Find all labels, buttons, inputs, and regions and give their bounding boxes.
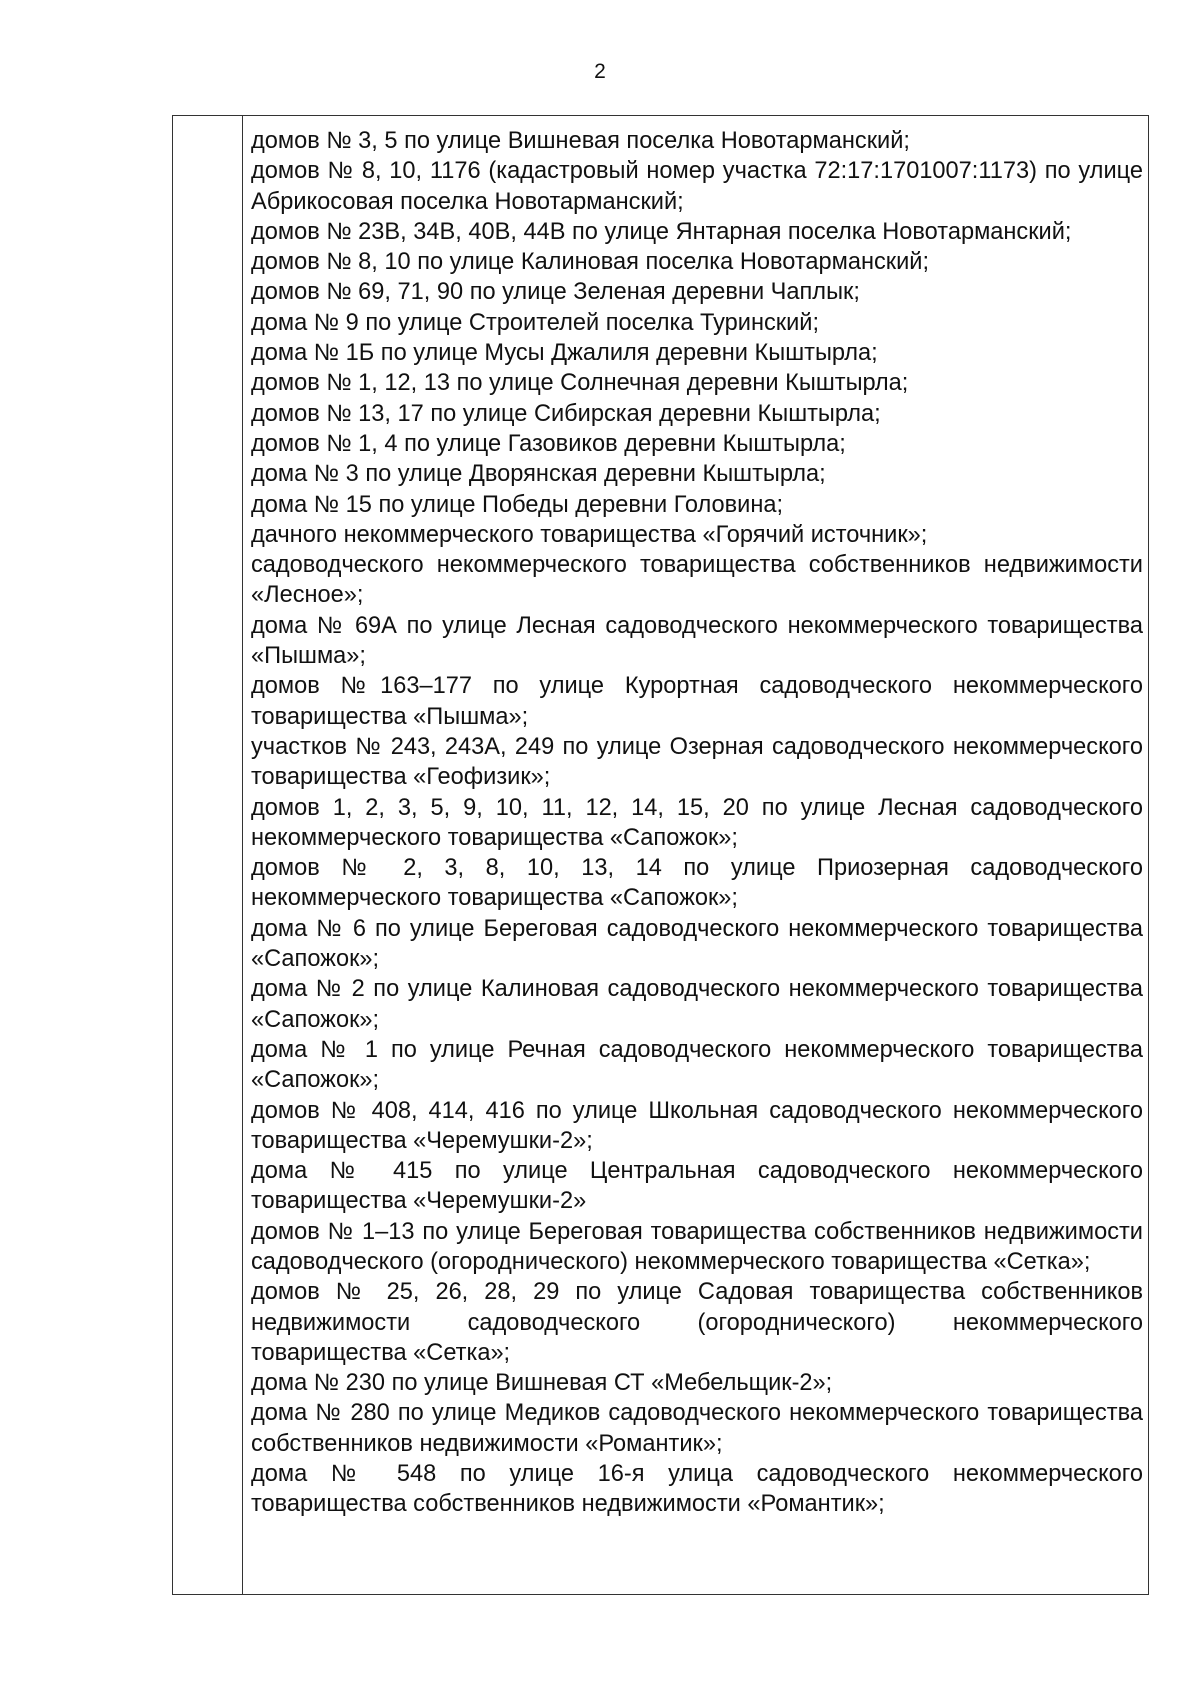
address-item: домов № 3, 5 по улице Вишневая поселка Новотарманский; [251, 128, 910, 154]
address-table [172, 115, 1149, 1595]
address-item: дома № 280 по улице Медиков садоводческого некоммерческого товарищества собственников недвижимости «Романтик»; [251, 1400, 1143, 1457]
address-item: дома № 1Б по улице Мусы Джалиля деревни Кыштырла; [251, 340, 878, 367]
address-item: домов № 1, 4 по улице Газовиков деревни Кыштырла; [251, 430, 846, 457]
address-item: домов № 1, 12, 13 по улице Солнечная деревни Кыштырла; [251, 370, 909, 397]
address-item: дома № 15 по улице Победы деревни Головина; [251, 491, 784, 518]
address-item: домов № 69, 71, 90 по улице Зеленая деревни Чаплык; [251, 279, 860, 306]
page-number: 2 [594, 60, 606, 83]
address-item: участков № 243, 243А, 249 по улице Озерная садоводческого некоммерческого товарищества «Геофизик»; [251, 733, 1143, 791]
address-item: дома № 9 по улице Строителей поселка Туринский; [251, 309, 820, 336]
address-item: дачного некоммерческого товарищества «Горячий источник»; [251, 521, 928, 548]
address-item: домов № 1–13 по улице Береговая товарищества собственников недвижимости садоводческого (огороднического) некоммерческого товарищества «Сетка»; [251, 1218, 1143, 1275]
address-item: домов 1, 2, 3, 5, 9, 10, 11, 12, 14, 15, 20 по улице Лесная садоводческого некоммерческого товарищества «Сапожок»; [251, 794, 1143, 851]
address-item: дома № 2 по улице Калиновая садоводческого некоммерческого товарищества «Сапожок»; [251, 976, 1143, 1033]
address-item: дома № 6 по улице Береговая садоводческого некоммерческого товарищества «Сапожок»; [251, 915, 1143, 973]
address-item: дома № 415 по улице Центральная садоводческого некоммерческого товарищества «Черемушки-2» [251, 1158, 1143, 1215]
address-item: домов № 8, 10 по улице Калиновая поселка Новотарманский; [251, 249, 930, 276]
address-item: садоводческого некоммерческого товарищества собственников недвижимости «Лесное»; [251, 552, 1143, 609]
address-item: домов № 408, 414, 416 по улице Школьная садоводческого некоммерческого товарищества «Черемушки-2»; [251, 1097, 1143, 1154]
table-number-column [173, 116, 243, 1594]
address-item: дома № 3 по улице Дворянская деревни Кыштырла; [251, 461, 826, 488]
address-item: дома № 230 по улице Вишневая СТ «Мебельщик-2»; [251, 1370, 833, 1397]
address-item: домов № 13, 17 по улице Сибирская деревни Кыштырла; [251, 400, 881, 427]
table-content-column [244, 116, 1148, 1520]
address-item: дома № 1 по улице Речная садоводческого некоммерческого товарищества «Сапожок»; [251, 1036, 1143, 1094]
address-item: домов № 8, 10, 1176 (кадастровый номер участка 72:17:1701007:1173) по улице Абрикосовая поселка Новотарманский; [251, 158, 1143, 215]
address-item: дома № 548 по улице 16-я улица садоводческого некоммерческого товарищества собственников недвижимости «Романтик»; [251, 1461, 1143, 1518]
address-item: домов № 25, 26, 28, 29 по улице Садовая товарищества собственников недвижимости садоводческого (огороднического) некоммерческого товарищества «Сетка»; [251, 1279, 1143, 1366]
address-item: домов №163–177 по улице Курортная садоводческого некоммерческого товарищества «Пышма»; [251, 673, 1143, 730]
address-item: домов № 23В, 34В, 40В, 44В по улице Янтарная поселка Новотарманский; [251, 218, 1072, 245]
address-item: домов № 2, 3, 8, 10, 13, 14 по улице Приозерная садоводческого некоммерческого товарищества «Сапожок»; [251, 855, 1143, 912]
address-item: дома № 69А по улице Лесная садоводческого некоммерческого товарищества «Пышма»; [251, 612, 1143, 670]
